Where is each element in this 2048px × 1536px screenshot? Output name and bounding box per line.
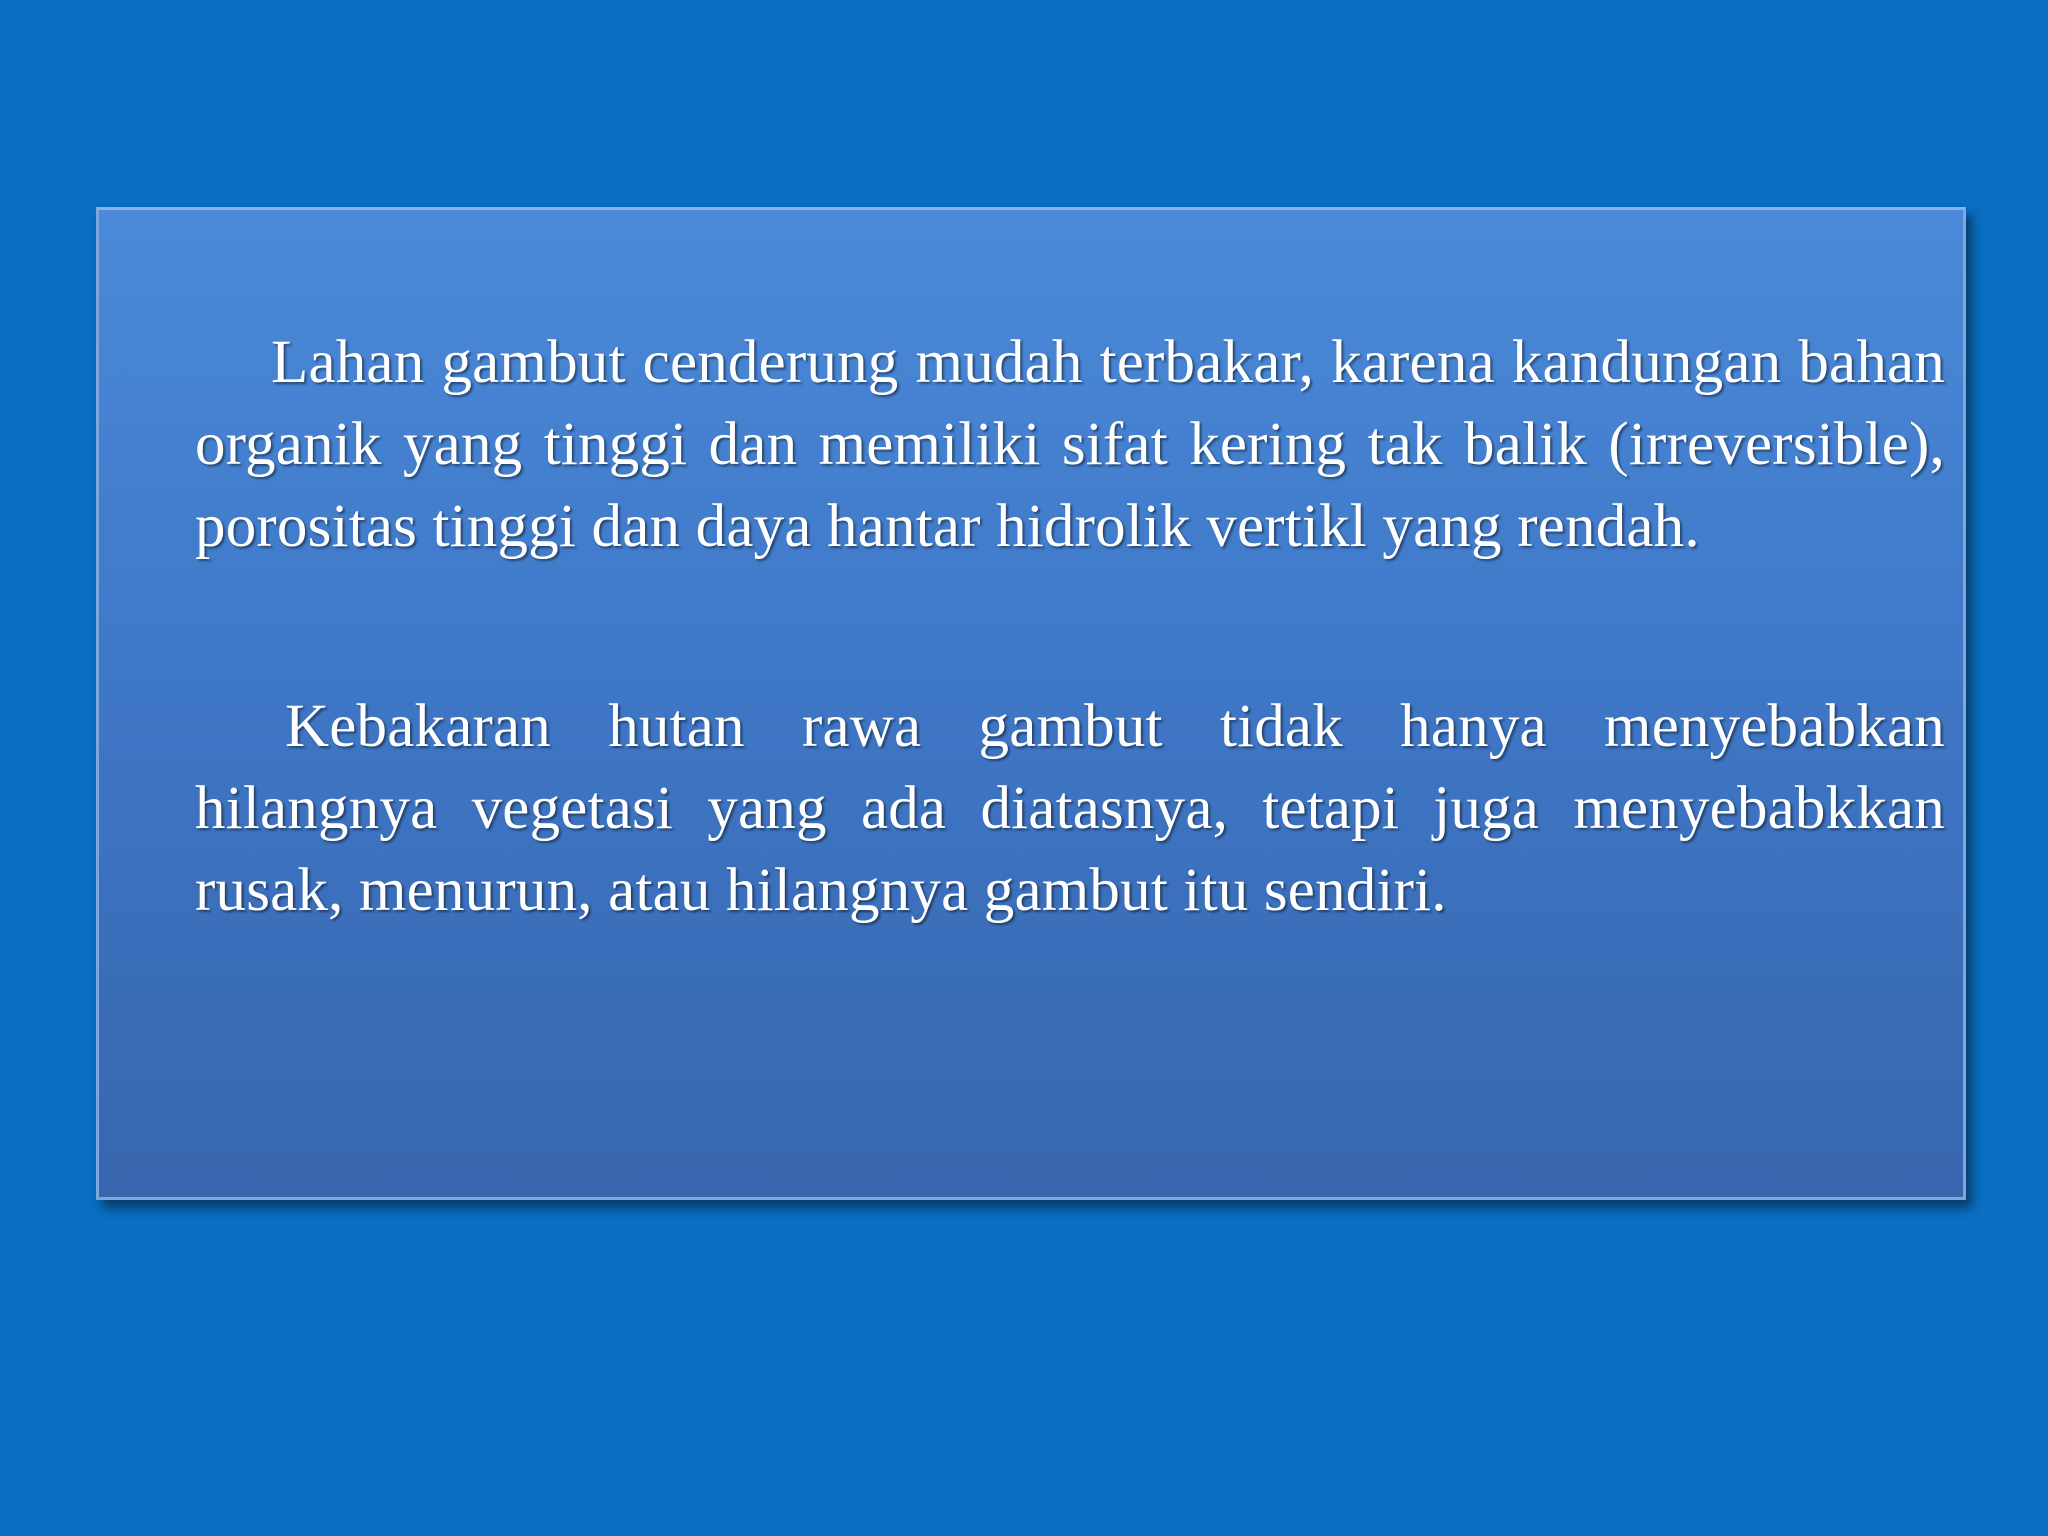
paragraph-peat-fire-impact: Kebakaran hutan rawa gambut tidak hanya menyebabkan hilangnya vegetasi yang ada diatasnya, tetapi juga menyebabkkan rusak, menurun, atau hilangnya gambut itu sendiri. xyxy=(195,693,1945,924)
paragraph-peat-flammability: Lahan gambut cenderung mudah terbakar, karena kandungan bahan organik yang tinggi dan memiliki sifat kering tak balik (irreversible), porositas tinggi dan daya hantar hidrolik vertikl yang rendah. xyxy=(195,329,1945,560)
slide-content xyxy=(195,322,1945,932)
text-box xyxy=(96,207,1966,1200)
